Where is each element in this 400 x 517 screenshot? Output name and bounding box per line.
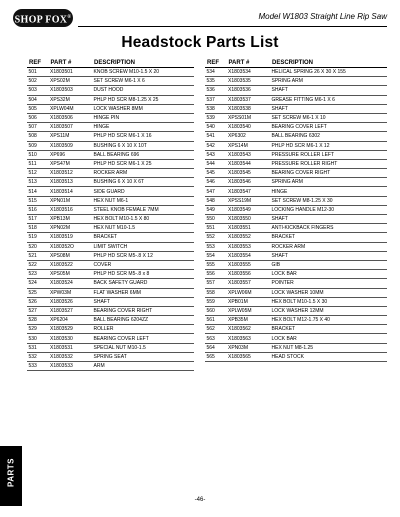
part-number-cell: X1803534 [227, 68, 271, 77]
table-row [205, 288, 387, 297]
description-cell: HINGE [270, 187, 387, 196]
table-row [27, 205, 194, 214]
table-row [205, 260, 387, 269]
table-row [27, 224, 194, 233]
part-number-cell: X1803501 [49, 68, 93, 77]
description-cell: PHLP HD SCR M6-1 X 16 [92, 132, 194, 141]
ref-cell: 552 [205, 233, 227, 242]
table-row [27, 270, 194, 279]
table-row [27, 68, 194, 77]
part-number-cell: X1803553 [227, 242, 271, 251]
parts-table-right [205, 58, 387, 362]
table-row [27, 141, 194, 150]
part-number-cell: XPS02M [49, 77, 93, 86]
part-number-cell: XPSS01M [227, 113, 271, 122]
table-row [205, 242, 387, 251]
ref-cell: 513 [27, 178, 49, 187]
part-number-cell: XPLW06M [227, 288, 271, 297]
table-row [205, 132, 387, 141]
ref-cell: 519 [27, 233, 49, 242]
ref-cell: 523 [27, 270, 49, 279]
description-cell: SPRING SEAT [92, 352, 194, 361]
description-cell: HEAD STOCK [270, 352, 387, 361]
description-cell: SET SCREW M6-1 X 6 [92, 77, 194, 86]
part-number-cell: XPS32M [49, 95, 93, 104]
table-row [27, 215, 194, 224]
part-number-cell: X1803506 [49, 113, 93, 122]
table-row [205, 169, 387, 178]
ref-cell: 561 [205, 316, 227, 325]
table-row [205, 306, 387, 315]
description-cell: SHAFT [270, 215, 387, 224]
table-row [27, 123, 194, 132]
ref-cell: 526 [27, 297, 49, 306]
part-number-cell: X1803526 [49, 297, 93, 306]
part-number-cell: X1803537 [227, 95, 271, 104]
description-cell: BEARING COVER LEFT [92, 334, 194, 343]
description-cell: LOCK WASHER 8MM [92, 104, 194, 113]
ref-cell: 541 [205, 132, 227, 141]
table-row [205, 233, 387, 242]
table-row [27, 334, 194, 343]
table-row [27, 306, 194, 315]
description-cell: BACK SAFETY GUARD [92, 279, 194, 288]
page-header [0, 8, 400, 30]
ref-cell: 544 [205, 159, 227, 168]
part-number-cell: X1803529 [49, 325, 93, 334]
ref-cell: 548 [205, 196, 227, 205]
ref-cell: 504 [27, 95, 49, 104]
part-number-cell: X1803554 [227, 251, 271, 260]
ref-cell: 546 [205, 178, 227, 187]
description-cell: POINTER [270, 279, 387, 288]
ref-cell: 532 [27, 352, 49, 361]
description-cell: GREASE FITTING M6-1 X 6 [270, 95, 387, 104]
part-number-cell: X1803555 [227, 260, 271, 269]
part-number-cell: X1803545 [227, 169, 271, 178]
ref-cell: 503 [27, 86, 49, 95]
part-number-cell: X1803543 [227, 150, 271, 159]
part-number-cell: X1803524 [49, 279, 93, 288]
description-cell: SHAFT [92, 297, 194, 306]
table-row [205, 297, 387, 306]
description-cell: SET SCREW M8-1.25 X 30 [270, 196, 387, 205]
description-cell: SHAFT [270, 251, 387, 260]
ref-cell: 564 [205, 343, 227, 352]
model-title: Model W1803 Straight Line Rip Saw [254, 12, 387, 21]
table-row [205, 343, 387, 352]
ref-cell: 554 [205, 251, 227, 260]
part-number-cell: X1803556 [227, 270, 271, 279]
description-cell: HELICAL SPRING 26 X 30 X 155 [270, 68, 387, 77]
table-row [205, 77, 387, 86]
part-number-cell: XPS11M [49, 132, 93, 141]
part-number-cell: XPS05M [49, 270, 93, 279]
description-cell: ARM [92, 362, 194, 371]
table-row [205, 215, 387, 224]
description-cell: PHLP HD SCR M8-1.25 X 25 [92, 95, 194, 104]
ref-cell: 524 [27, 279, 49, 288]
description-cell: PRESSURE ROLLER LEFT [270, 150, 387, 159]
description-cell: PHLP HD SCR M6-1 X 12 [270, 141, 387, 150]
ref-cell: 534 [205, 68, 227, 77]
description-cell: HEX NUT M10-1.5 [92, 224, 194, 233]
description-cell: BRACKET [270, 325, 387, 334]
ref-cell: 538 [205, 104, 227, 113]
table-row [27, 178, 194, 187]
table-row [27, 159, 194, 168]
part-number-cell: X180352O [49, 242, 93, 251]
ref-cell: 536 [205, 86, 227, 95]
description-cell: SET SCREW M6-1 X 10 [270, 113, 387, 122]
description-cell: PHLP HD SCR M6-1 X 25 [92, 159, 194, 168]
ref-cell: 540 [205, 123, 227, 132]
description-cell: PRESSURE ROLLER RIGHT [270, 159, 387, 168]
part-number-cell: X1803522 [49, 260, 93, 269]
table-row [27, 104, 194, 113]
part-number-cell: XPB13M [49, 215, 93, 224]
table-row [205, 279, 387, 288]
table-row [205, 95, 387, 104]
ref-cell: 502 [27, 77, 49, 86]
part-number-cell: XPSS19M [227, 196, 271, 205]
description-cell: PHLP HD SCR M5-.8 X 12 [92, 251, 194, 260]
table-row [205, 325, 387, 334]
part-number-cell: X1803557 [227, 279, 271, 288]
ref-cell: 514 [27, 187, 49, 196]
description-cell: HEX NUT M8-1.25 [270, 343, 387, 352]
table-row [27, 77, 194, 86]
part-number-cell: X1803509 [49, 141, 93, 150]
ref-cell: 550 [205, 215, 227, 224]
ref-cell: 557 [205, 279, 227, 288]
part-number-cell: X1803552 [227, 233, 271, 242]
description-cell: SHAFT [270, 104, 387, 113]
description-cell: ROCKER ARM [270, 242, 387, 251]
description-cell: HEX BOLT M10-1.5 X 30 [270, 297, 387, 306]
ref-cell: 556 [205, 270, 227, 279]
ref-cell: 560 [205, 306, 227, 315]
table-row [205, 316, 387, 325]
table-row [205, 205, 387, 214]
description-cell: SPRING ARM [270, 178, 387, 187]
part-number-cell: X1803551 [227, 224, 271, 233]
table-row [27, 279, 194, 288]
ref-cell: 510 [27, 150, 49, 159]
table-row [27, 343, 194, 352]
ref-cell: 527 [27, 306, 49, 315]
ref-cell: 553 [205, 242, 227, 251]
table-row [27, 325, 194, 334]
table-row [27, 297, 194, 306]
table-row [205, 196, 387, 205]
description-cell: BUSHING 6 X 10 X 10T [92, 141, 194, 150]
table-row [27, 150, 194, 159]
parts-table-left [27, 58, 194, 371]
description-cell: SHAFT [270, 86, 387, 95]
column-header-ref: REF [205, 58, 227, 68]
column-header-description: DESCRIPTION [92, 58, 194, 68]
column-header-ref: REF [27, 58, 49, 68]
description-cell: BALL BEARING 696 [92, 150, 194, 159]
part-number-cell: X1803512 [49, 169, 93, 178]
table-row [27, 316, 194, 325]
part-number-cell: X1803549 [227, 205, 271, 214]
ref-cell: 529 [27, 325, 49, 334]
ref-cell: 520 [27, 242, 49, 251]
table-row [205, 123, 387, 132]
table-row [27, 86, 194, 95]
part-number-cell: X1803533 [49, 362, 93, 371]
description-cell: BALL BEARING 6302 [270, 132, 387, 141]
description-cell: HINGE PIN [92, 113, 194, 122]
table-row [27, 288, 194, 297]
part-number-cell: X1803538 [227, 104, 271, 113]
description-cell: STEEL KNOB FEMALE 7MM [92, 205, 194, 214]
part-number-cell: X1803535 [227, 77, 271, 86]
ref-cell: 559 [205, 297, 227, 306]
page-number: -46- [194, 497, 206, 503]
table-row [27, 233, 194, 242]
part-number-cell: X1803514 [49, 187, 93, 196]
part-number-cell: XP6302 [227, 132, 271, 141]
description-cell: PHLP HD SCR M5-.8 x 8 [92, 270, 194, 279]
description-cell: LOCK WASHER 12MM [270, 306, 387, 315]
table-row [205, 104, 387, 113]
table-header-row [205, 58, 387, 68]
part-number-cell: X1803563 [227, 334, 271, 343]
page-title: Headstock Parts List [121, 34, 279, 51]
ref-cell: 522 [27, 260, 49, 269]
table-row [205, 224, 387, 233]
description-cell: SPRING ARM [270, 77, 387, 86]
table-row [205, 178, 387, 187]
part-number-cell: X1803562 [227, 325, 271, 334]
description-cell: ANTI-KICKBACK FINGERS [270, 224, 387, 233]
ref-cell: 543 [205, 150, 227, 159]
part-number-cell: X1803546 [227, 178, 271, 187]
part-number-cell: X1803519 [49, 233, 93, 242]
table-row [27, 187, 194, 196]
part-number-cell: X1803507 [49, 123, 93, 132]
description-cell: BRACKET [270, 233, 387, 242]
part-number-cell: X1803550 [227, 215, 271, 224]
part-number-cell: XPN02M [49, 224, 93, 233]
description-cell: BUSHING 6 X 10 X 6T [92, 178, 194, 187]
ref-cell: 506 [27, 113, 49, 122]
table-row [205, 68, 387, 77]
ref-cell: 501 [27, 68, 49, 77]
table-row [27, 260, 194, 269]
table-row [27, 352, 194, 361]
ref-cell: 551 [205, 224, 227, 233]
description-cell: DUST HOOD [92, 86, 194, 95]
ref-cell: 528 [27, 316, 49, 325]
part-number-cell: XPLW04M [49, 104, 93, 113]
table-row [27, 196, 194, 205]
part-number-cell: XPS47M [49, 159, 93, 168]
table-row [205, 141, 387, 150]
table-row [205, 187, 387, 196]
part-number-cell: XPB01M [227, 297, 271, 306]
description-cell: KNOB SCREW M10-1.5 X 20 [92, 68, 194, 77]
ref-cell: 512 [27, 169, 49, 178]
table-row [27, 95, 194, 104]
part-number-cell: XPS08M [49, 251, 93, 260]
ref-cell: 525 [27, 288, 49, 297]
part-number-cell: XP696 [49, 150, 93, 159]
ref-cell: 533 [27, 362, 49, 371]
part-number-cell: XPB35M [227, 316, 271, 325]
part-number-cell: X1803513 [49, 178, 93, 187]
ref-cell: 509 [27, 141, 49, 150]
ref-cell: 539 [205, 113, 227, 122]
column-header-part: PART # [227, 58, 271, 68]
ref-cell: 562 [205, 325, 227, 334]
table-row [205, 150, 387, 159]
description-cell: BALL BEARING 6204ZZ [92, 316, 194, 325]
description-cell: LOCKING HANDLE M12-30 [270, 205, 387, 214]
part-number-cell: X1803544 [227, 159, 271, 168]
table-row [27, 362, 194, 371]
part-number-cell: X1803540 [227, 123, 271, 132]
description-cell: HEX BOLT M10-1.5 X 80 [92, 215, 194, 224]
part-number-cell: X1803532 [49, 352, 93, 361]
description-cell: HINGE [92, 123, 194, 132]
description-cell: BEARING COVER RIGHT [270, 169, 387, 178]
table-row [27, 132, 194, 141]
description-cell: GIB [270, 260, 387, 269]
part-number-cell: X1803565 [227, 352, 271, 361]
part-number-cell: X1803530 [49, 334, 93, 343]
description-cell: SIDE GUARD [92, 187, 194, 196]
part-number-cell: X1803516 [49, 205, 93, 214]
description-cell: HEX NUT M6-1 [92, 196, 194, 205]
ref-cell: 563 [205, 334, 227, 343]
table-row [205, 270, 387, 279]
table-row [205, 159, 387, 168]
description-cell: ROLLER [92, 325, 194, 334]
table-row [205, 113, 387, 122]
part-number-cell: X1803547 [227, 187, 271, 196]
ref-cell: 507 [27, 123, 49, 132]
section-tab-label: PARTS [6, 457, 16, 488]
part-number-cell: XPN03M [227, 343, 271, 352]
table-row [205, 251, 387, 260]
description-cell: LOCK BAR [270, 334, 387, 343]
ref-cell: 531 [27, 343, 49, 352]
header-rule [78, 26, 387, 27]
ref-cell: 508 [27, 132, 49, 141]
ref-cell: 555 [205, 260, 227, 269]
part-number-cell: X1803503 [49, 86, 93, 95]
description-cell: BEARING COVER RIGHT [92, 306, 194, 315]
table-row [205, 352, 387, 361]
ref-cell: 521 [27, 251, 49, 260]
part-number-cell: X1803531 [49, 343, 93, 352]
part-number-cell: XPW03M [49, 288, 93, 297]
ref-cell: 530 [27, 334, 49, 343]
shop-fox-logo: SHOP FOX® [13, 9, 73, 27]
ref-cell: 537 [205, 95, 227, 104]
description-cell: FLAT WASHER 6MM [92, 288, 194, 297]
column-header-description: DESCRIPTION [270, 58, 387, 68]
table-row [27, 169, 194, 178]
ref-cell: 535 [205, 77, 227, 86]
part-number-cell: X1803536 [227, 86, 271, 95]
table-row [27, 113, 194, 122]
ref-cell: 518 [27, 224, 49, 233]
ref-cell: 511 [27, 159, 49, 168]
ref-cell: 545 [205, 169, 227, 178]
description-cell: LIMIT SWITCH [92, 242, 194, 251]
ref-cell: 558 [205, 288, 227, 297]
column-header-part: PART # [49, 58, 93, 68]
table-row [27, 251, 194, 260]
ref-cell: 516 [27, 205, 49, 214]
ref-cell: 547 [205, 187, 227, 196]
table-header-row [27, 58, 194, 68]
table-row [27, 242, 194, 251]
ref-cell: 515 [27, 196, 49, 205]
description-cell: ROCKER ARM [92, 169, 194, 178]
ref-cell: 542 [205, 141, 227, 150]
table-row [205, 334, 387, 343]
ref-cell: 505 [27, 104, 49, 113]
part-number-cell: X1803527 [49, 306, 93, 315]
table-row [205, 86, 387, 95]
description-cell: COVER [92, 260, 194, 269]
description-cell: LOCK WASHER 10MM [270, 288, 387, 297]
ref-cell: 517 [27, 215, 49, 224]
description-cell: BEARING COVER LEFT [270, 123, 387, 132]
part-number-cell: XPS14M [227, 141, 271, 150]
part-number-cell: XP6204 [49, 316, 93, 325]
description-cell: LOCK BAR [270, 270, 387, 279]
part-number-cell: XPLW05M [227, 306, 271, 315]
description-cell: SPECIAL NUT M10-1.5 [92, 343, 194, 352]
ref-cell: 549 [205, 205, 227, 214]
description-cell: BRACKET [92, 233, 194, 242]
description-cell: HEX BOLT M12-1.75 X 40 [270, 316, 387, 325]
ref-cell: 565 [205, 352, 227, 361]
part-number-cell: XPN01M [49, 196, 93, 205]
